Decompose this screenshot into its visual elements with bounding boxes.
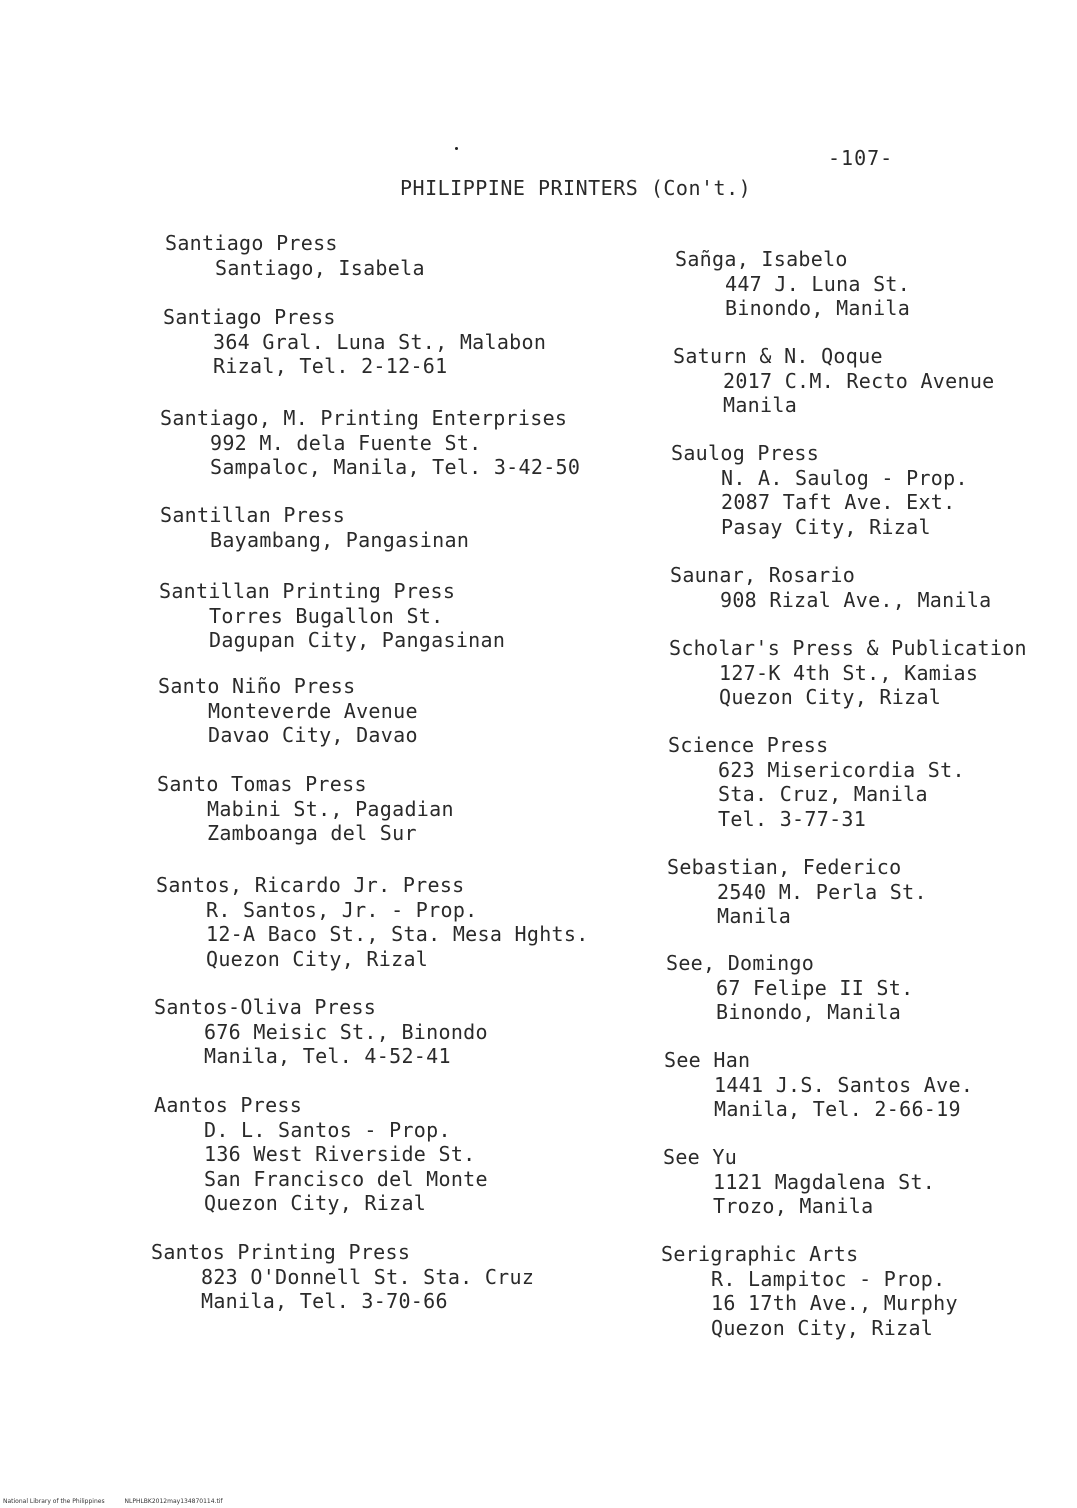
entry-address-line: San Francisco del Monte [204, 1166, 488, 1191]
entry-address-line: 992 M. dela Fuente St. [210, 430, 482, 455]
entry-name: Serigraphic Arts [661, 1242, 859, 1266]
entry-name: Santo Tomas Press [157, 772, 367, 796]
entry-address-line: Manila, Tel. 4-52-41 [204, 1044, 451, 1068]
entry-name: Santiago, M. Printing Enterprises [160, 406, 568, 430]
entry-address-line: Zamboanga del Sur [207, 821, 417, 845]
footer-file: NLPHLBK2012may134870114.tif [124, 1498, 223, 1505]
entry-address-line: Dagupan City, Pangasinan [209, 628, 506, 652]
entry-address-line: Mabini St., Pagadian [207, 796, 454, 821]
right-entry [664, 1048, 973, 1122]
entry-address-line: Quezon City, Rizal [204, 1191, 427, 1215]
entry-address-line: Manila [717, 904, 792, 928]
entry-address-line: Santiago, Isabela [215, 255, 425, 280]
entry-address-line: Rizal, Tel. 2-12-61 [213, 354, 448, 378]
entry-address-line: Torres Bugallon St. [209, 603, 444, 628]
entry-name: Saturn & N. Qoque [673, 344, 883, 368]
entry-name: Aantos Press [154, 1093, 303, 1117]
left-entry [163, 305, 546, 379]
entry-address-line: Davao City, Davao [208, 723, 418, 747]
right-entry [668, 733, 965, 831]
entry-name: Santillan Printing Press [159, 579, 456, 603]
entry-name: See Han [664, 1048, 751, 1072]
entry-address-line: D. L. Santos - Prop. [204, 1117, 451, 1142]
entry-name: Science Press [668, 733, 829, 757]
entry-address-line: R. Santos, Jr. - Prop. [206, 897, 478, 922]
entry-address-line: Sta. Cruz, Manila [718, 782, 928, 806]
left-entry [157, 772, 454, 846]
entry-address-line: Pasay City, Rizal [721, 514, 931, 539]
left-entry [160, 503, 469, 552]
entry-address-line: R. Lampitoc - Prop. [711, 1266, 946, 1291]
entry-address-line: Manila, Tel. 3-70-66 [201, 1289, 448, 1313]
entry-address-line: 908 Rizal Ave., Manila [720, 587, 992, 612]
footer [3, 1498, 241, 1505]
entry-address-line: Trozo, Manila [713, 1194, 874, 1218]
left-entry [158, 674, 418, 748]
entry-address-line: 1441 J.S. Santos Ave. [714, 1072, 974, 1097]
entry-name: See Yu [663, 1145, 738, 1169]
entry-address-line: Sampaloc, Manila, Tel. 3-42-50 [210, 455, 581, 479]
entry-address-line: 136 West Riverside St. [204, 1142, 476, 1166]
entry-name: Santos, Ricardo Jr. Press [156, 873, 465, 897]
entry-address-line: 12-A Baco St., Sta. Mesa Hghts. [206, 922, 589, 946]
entry-address-line: 2017 C.M. Recto Avenue [723, 368, 995, 393]
entry-name: Santos-Oliva Press [154, 995, 377, 1019]
entry-name: Sebastian, Federico [667, 855, 902, 879]
page-number: -107- [828, 146, 894, 170]
entry-address-line: Quezon City, Rizal [719, 685, 942, 709]
entry-address-line: 127-K 4th St., Kamias [719, 660, 979, 685]
entry-address-line: Bayambang, Pangasinan [210, 527, 470, 552]
entry-address-line: Tel. 3-77-31 [718, 806, 867, 831]
right-entry [669, 636, 1027, 710]
left-entry [154, 995, 488, 1069]
entry-name: Santos Printing Press [151, 1240, 411, 1264]
entry-address-line: Monteverde Avenue [208, 698, 418, 723]
left-entry [151, 1240, 534, 1314]
entry-address-line: Manila, Tel. 2-66-19 [714, 1097, 961, 1121]
left-entry [160, 406, 580, 480]
speck-mark [455, 147, 458, 150]
footer-library: National Library of the Philippines [3, 1498, 105, 1505]
entry-address-line: 623 Misericordia St. [718, 757, 965, 782]
entry-name: Santiago Press [165, 231, 338, 255]
right-entry [661, 1242, 958, 1340]
page-title: PHILIPPINE PRINTERS (Con't.) [400, 176, 752, 200]
entry-address-line: Manila [723, 393, 798, 417]
left-entry [156, 873, 589, 971]
entry-name: Scholar's Press & Publication [669, 636, 1027, 660]
left-entry [165, 231, 425, 280]
entry-name: Saulog Press [671, 441, 820, 465]
entry-name: Santo Niño Press [158, 674, 356, 698]
entry-address-line: N. A. Saulog - Prop. [721, 465, 968, 490]
entry-address-line: 2087 Taft Ave. Ext. [721, 490, 956, 514]
entry-address-line: Quezon City, Rizal [206, 946, 429, 971]
right-entry [675, 247, 910, 321]
entry-address-line: Quezon City, Rizal [711, 1315, 934, 1340]
entry-address-line: 2540 M. Perla St. [717, 879, 927, 904]
entry-address-line: Binondo, Manila [725, 296, 911, 320]
left-entry [159, 579, 505, 653]
entry-name: Santiago Press [163, 305, 336, 329]
left-entry [154, 1093, 488, 1216]
entry-address-line: 823 O'Donnell St. Sta. Cruz [201, 1264, 535, 1289]
right-entry [670, 563, 992, 612]
entry-name: Sañga, Isabelo [675, 247, 848, 271]
right-entry [673, 344, 995, 418]
entry-address-line: Binondo, Manila [716, 1000, 902, 1024]
entry-address-line: 447 J. Luna St. [725, 271, 911, 296]
right-entry [671, 441, 968, 539]
right-entry [667, 855, 927, 929]
right-entry [666, 951, 913, 1025]
entry-name: Saunar, Rosario [670, 563, 856, 587]
entry-address-line: 364 Gral. Luna St., Malabon [213, 329, 547, 354]
entry-address-line: 16 17th Ave., Murphy [711, 1291, 958, 1315]
entry-address-line: 676 Meisic St., Binondo [204, 1019, 488, 1044]
entry-name: Santillan Press [160, 503, 346, 527]
entry-name: See, Domingo [666, 951, 815, 975]
right-entry [663, 1145, 935, 1219]
entry-address-line: 67 Felipe II St. [716, 975, 914, 1000]
entry-address-line: 1121 Magdalena St. [713, 1169, 936, 1194]
